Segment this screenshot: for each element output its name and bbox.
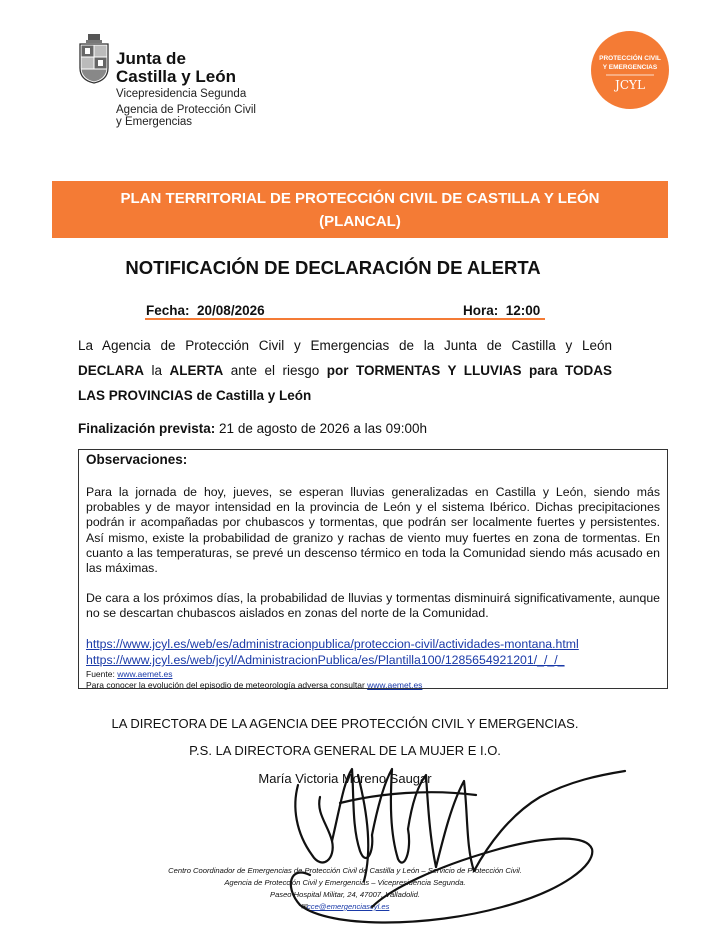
observations-paragraph1: Para la jornada de hoy, jueves, se esperan lluvias generalizadas en Castilla y León, siendo más probables y de mayor intensidad en la provincia de León y el sistema Ibérico. Dichas precipitaciones podrán ir acompañadas por chubascos y tormentas, que podrán ser localmente fuertes y persistentes. Así mismo, existe la probabilidad de granizo y rachas de viento muy fuertes en zona de tormentas. En cuanto a las temperaturas, se prevé un descenso térmico en toda la Comunidad siendo más acusado en las máximas. — [86, 485, 660, 576]
la-word: la — [144, 363, 170, 378]
declaration-line3: LAS PROVINCIAS de Castilla y León — [78, 388, 312, 403]
declaration-line2 — [78, 358, 612, 383]
time-value: 12:00 — [505, 303, 541, 318]
source-link[interactable]: www.aemet.es — [117, 669, 173, 679]
footer-email-link[interactable]: cce@emergenciascyl.es — [306, 902, 390, 911]
org-name-line2: Castilla y León — [116, 67, 236, 86]
date-field — [146, 303, 265, 318]
signer-delegation: P.S. LA DIRECTORA GENERAL DE LA MUJER E I.O. — [189, 743, 501, 758]
time-label: Hora: — [463, 303, 499, 318]
page-title: NOTIFICACIÓN DE DECLARACIÓN DE ALERTA — [125, 257, 541, 278]
evolution-text: Para conocer la evolución del episodio de meteorología adversa consultar — [86, 680, 368, 690]
org-name-line1: Junta de — [116, 49, 186, 68]
signer-name: María Victoria Moreno Saugar — [258, 771, 432, 786]
footer-line1: Centro Coordinador de Emergencias de Protección Civil de Castilla y León – Servicio de Protección Civil. — [168, 866, 522, 875]
finalization-line — [78, 421, 427, 436]
risk-text: por TORMENTAS Y LLUVIAS para TODAS — [326, 363, 612, 378]
plantilla-link[interactable]: https://www.jcyl.es/web/jcyl/AdministracionPublica/es/Plantilla100/1285654921201/_/_/_ — [86, 653, 565, 667]
declaration-paragraph — [78, 333, 612, 408]
badge-line1: PROTECCIÓN CIVIL — [599, 55, 661, 62]
date-underline — [145, 318, 545, 320]
plan-banner — [52, 181, 668, 238]
evolution-line — [86, 680, 422, 690]
observations-paragraph2: De cara a los próximos días, la probabilidad de lluvias y tormentas disminuirá significativamente, aunque no se descartan chubascos aislados en zonas del norte de la Comunidad. — [86, 591, 660, 621]
banner-line2: (PLANCAL) — [319, 213, 401, 230]
badge-line2: Y EMERGENCIAS — [602, 64, 658, 71]
alerta-word: ALERTA — [169, 363, 224, 378]
mountain-activities-link[interactable]: https://www.jcyl.es/web/es/administracionpublica/proteccion-civil/actividades-montana.html — [86, 637, 579, 651]
finalization-value: 21 de agosto de 2026 a las 09:00h — [215, 421, 427, 436]
envelope-icon: ✉ — [300, 902, 307, 911]
banner-line1: PLAN TERRITORIAL DE PROTECCIÓN CIVIL DE CASTILLA Y LEÓN — [120, 190, 600, 207]
footer-line3: Paseo Hospital Militar, 24, 47007, Valladolid. — [270, 890, 420, 899]
evolution-link[interactable]: www.aemet.es — [367, 680, 423, 690]
date-value: 20/08/2026 — [197, 303, 265, 318]
org-sub-line2: Agencia de Protección Civil — [116, 104, 256, 116]
ante-text: ante el riesgo — [223, 363, 327, 378]
footer-line2: Agencia de Protección Civil y Emergencias – Vicepresidencia Segunda. — [224, 878, 466, 887]
observations-title: Observaciones: — [86, 452, 188, 467]
org-sub-line1: Vicepresidencia Segunda — [116, 88, 247, 100]
coat-of-arms-icon — [78, 34, 110, 84]
badge-line3: JCYL — [615, 78, 645, 92]
footer-email-line — [0, 901, 690, 913]
date-label: Fecha: — [146, 303, 190, 318]
signer-title: LA DIRECTORA DE LA AGENCIA DEE PROTECCIÓN CIVIL Y EMERGENCIAS. — [111, 716, 579, 731]
time-field — [463, 303, 540, 318]
source-label: Fuente: — [86, 669, 118, 679]
finalization-label: Finalización prevista: — [78, 421, 216, 436]
org-sub-line3: y Emergencias — [116, 116, 193, 128]
declaration-line1: La Agencia de Protección Civil y Emergencias de la Junta de Castilla y León — [78, 338, 612, 353]
civil-protection-badge — [590, 30, 670, 110]
source-line — [86, 669, 172, 679]
declara-word: DECLARA — [78, 363, 144, 378]
